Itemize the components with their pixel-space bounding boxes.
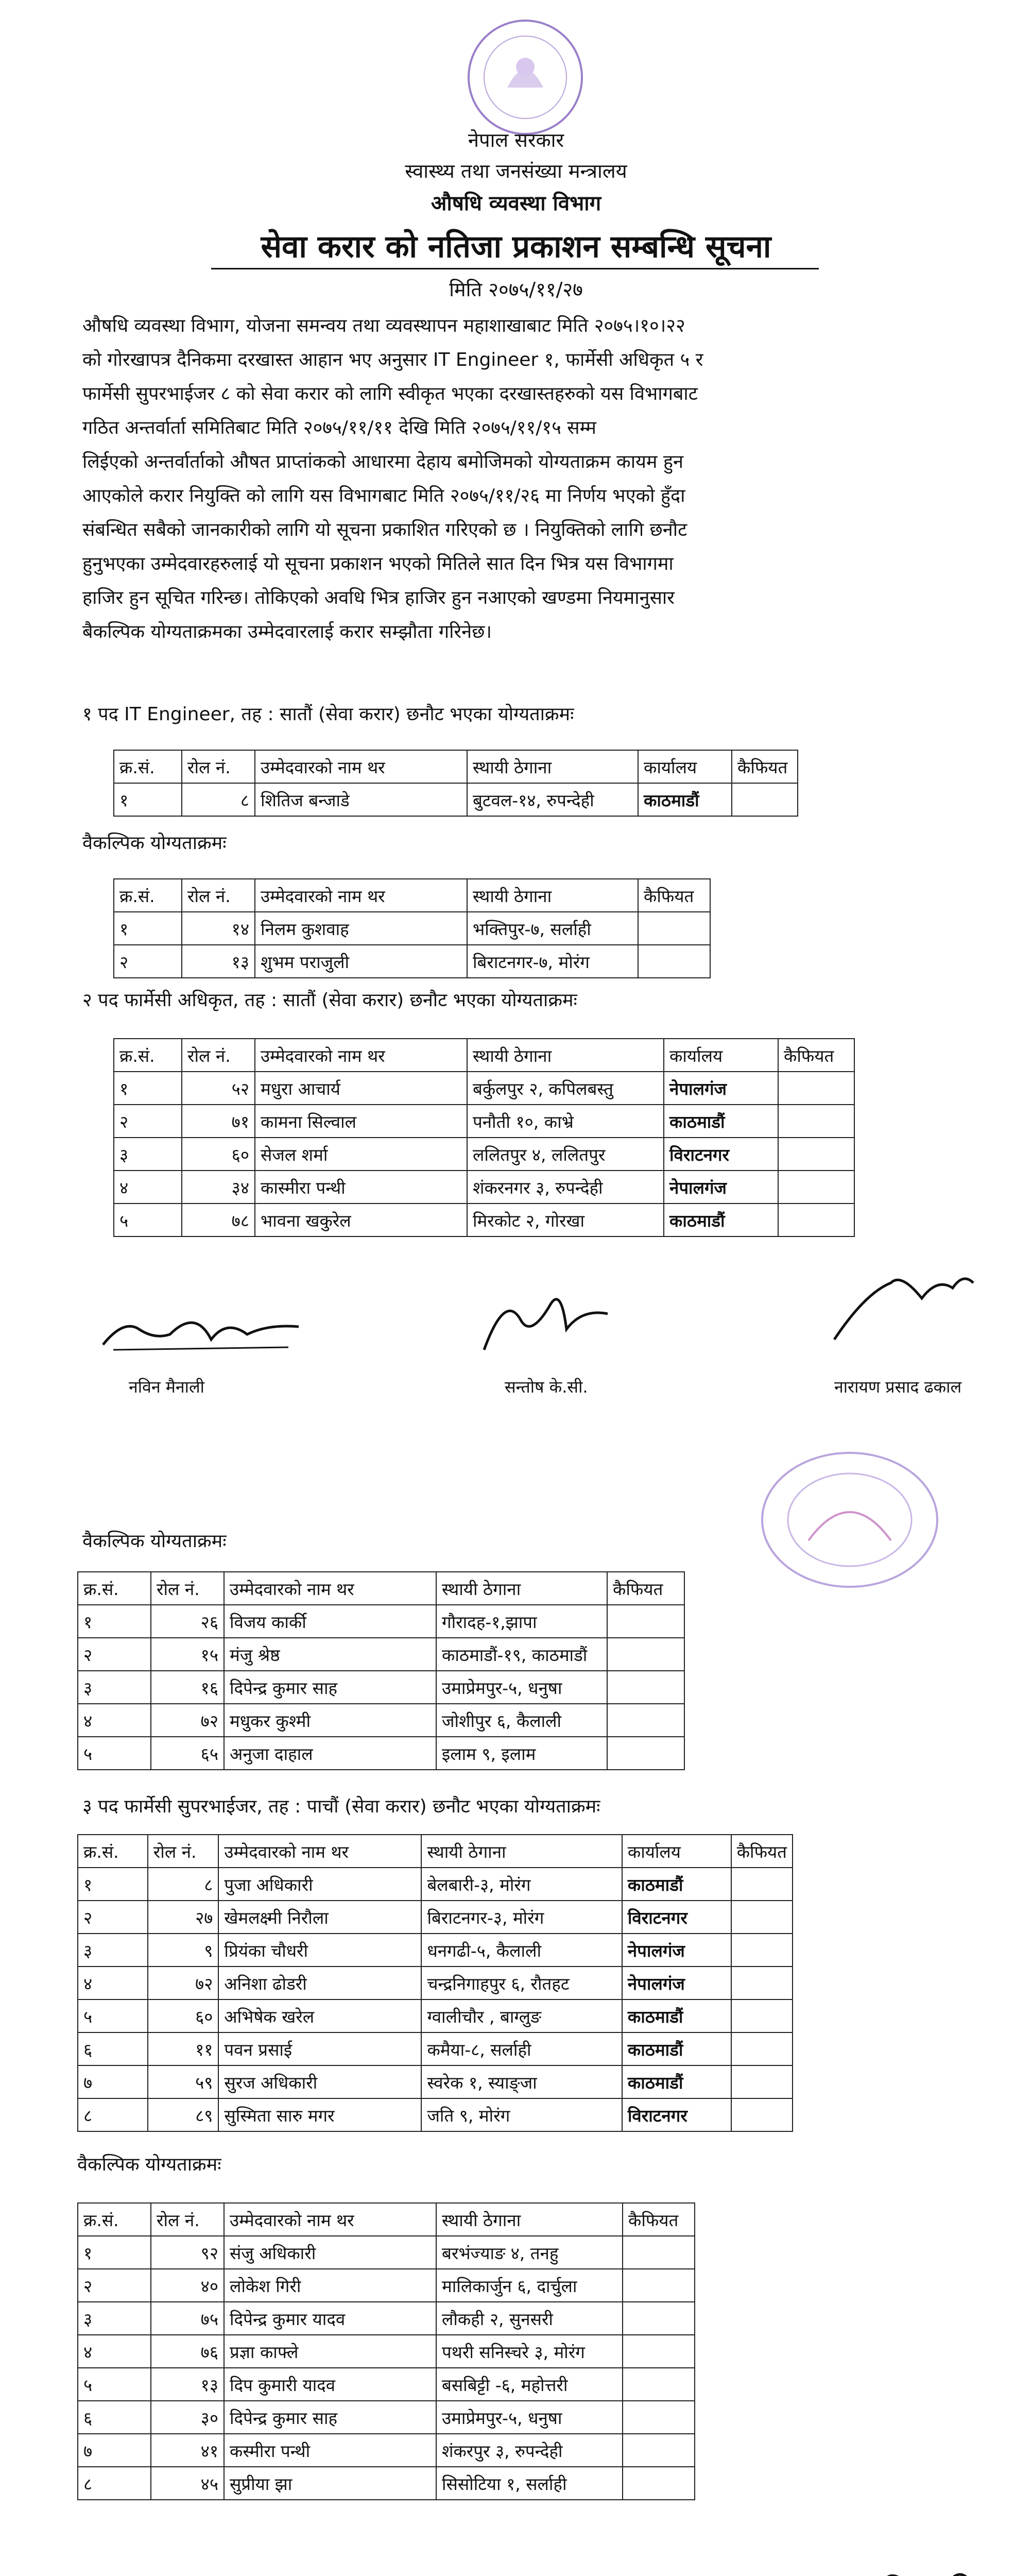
cell-roll: ७१ [182,1105,255,1138]
cell-serial: २ [78,1901,148,1934]
section3-table [77,1834,793,2132]
cell-serial: २ [114,1105,182,1138]
col-address: स्थायी ठेगाना [436,2203,623,2236]
cell-serial: ४ [114,1171,182,1204]
cell-serial: १ [78,1868,148,1901]
cell-address: कमैया-८, सर्लाही [421,2032,622,2065]
cell-address: बिराटनगर-३, मोरंग [421,1901,622,1934]
col-name: उम्मेदवारको नाम थर [224,2203,436,2236]
cell-remarks [607,1737,684,1770]
cell-address: बरभंज्याङ ४, तनहु [436,2236,623,2269]
cell-office: काठमाडौं [622,2065,731,2098]
table-row [78,2236,695,2269]
notice-body [82,309,948,649]
col-serial: क्र.सं. [78,1572,151,1605]
cell-address: धनगढी-५, कैलाली [421,1934,622,1967]
cell-address: उमाप्रेमपुर-५, धनुषा [436,2401,623,2434]
cell-remarks [778,1105,854,1138]
header-ministry: स्वास्थ्य तथा जनसंख्या मन्त्रालय [405,160,627,182]
cell-name: विजय कार्की [224,1605,436,1638]
alt2-heading: वैकल्पिक योग्यताक्रमः [82,1531,227,1552]
col-name: उम्मेदवारको नाम थर [255,1039,467,1072]
table-row [114,945,710,978]
col-name: उम्मेदवारको नाम थर [224,1572,436,1605]
table-row [114,1072,854,1105]
cell-office: नेपालगंज [664,1072,778,1105]
cell-serial: ३ [78,2302,151,2335]
title-underline [211,268,819,269]
cell-name: लोकेश गिरी [224,2269,436,2302]
cell-name: मधुरा आचार्य [255,1072,467,1105]
table-header-row [114,879,710,912]
cell-serial: ५ [78,1999,148,2032]
cell-address: उमाप्रेमपुर-५, धनुषा [436,1671,607,1704]
cell-serial: ४ [78,1967,148,1999]
cell-address: स्वरेक १, स्याङ्जा [421,2065,622,2098]
col-remarks: कैफियत [638,879,710,912]
cell-roll: ६५ [151,1737,224,1770]
table-row [78,1901,793,1934]
cell-remarks [638,912,710,945]
cell-roll: ९ [148,1934,219,1967]
cell-name: पवन प्रसाई [218,2032,421,2065]
cell-roll: ३४ [182,1171,255,1204]
cell-name: कामना सिल्वाल [255,1105,467,1138]
cell-remarks [623,2269,695,2302]
cell-office: काठमाडौं [622,2032,731,2065]
cell-serial: १ [114,783,182,816]
cell-office: काठमाडौं [664,1204,778,1236]
section1-heading: १ पद IT Engineer, तह : सातौं (सेवा करार) छनौट भएका योग्यताक्रमः [82,704,574,725]
cell-office: काठमाडौं [622,1868,731,1901]
cell-serial: ८ [78,2467,151,2500]
cell-name: संजु अधिकारी [224,2236,436,2269]
col-roll: रोल नं. [182,879,255,912]
cell-remarks [607,1638,684,1671]
cell-name: प्रज्ञा काफ्ले [224,2335,436,2368]
cell-roll: १५ [151,1638,224,1671]
col-office: कार्यालय [664,1039,778,1072]
alt1-heading: वैकल्पिक योग्यताक्रमः [82,833,227,854]
header-government: नेपाल सरकार [468,129,564,151]
cell-remarks [623,2434,695,2467]
notice-date: मिति २०७५/११/२७ [449,278,583,301]
cell-address: शंकरपुर ३, रुपन्देही [436,2434,623,2467]
body-line: को गोरखापत्र दैनिकमा दरखास्त आहान भए अनुसार IT Engineer १, फार्मेसी अधिकृत ५ र [82,349,703,370]
cell-name: मधुकर कुश्मी [224,1704,436,1737]
col-remarks: कैफियत [607,1572,684,1605]
col-address: स्थायी ठेगाना [467,1039,664,1072]
cell-name: खेमलक्ष्मी निरौला [218,1901,421,1934]
cell-name: पुजा अधिकारी [218,1868,421,1901]
cell-serial: ३ [114,1138,182,1171]
department-stamp-icon [752,1443,948,1597]
cell-roll: ७६ [151,2335,224,2368]
cell-roll: ३० [151,2401,224,2434]
cell-remarks [623,2368,695,2401]
col-serial: क्र.सं. [114,1039,182,1072]
cell-address: मिरकोट २, गोरखा [467,1204,664,1236]
government-seal-icon [458,10,592,144]
cell-remarks [607,1605,684,1638]
cell-roll: ९२ [151,2236,224,2269]
table-header-row [114,1039,854,1072]
cell-roll: ४५ [151,2467,224,2500]
cell-name: सुरज अधिकारी [218,2065,421,2098]
alt3-table [77,2202,695,2500]
table-row [78,1605,684,1638]
cell-remarks [732,783,798,816]
cell-name: अनुजा दाहाल [224,1737,436,1770]
signature-image [814,2555,978,2576]
cell-address: काठमाडौं-१९, काठमाडौं [436,1638,607,1671]
cell-remarks [731,1901,793,1934]
body-line: फार्मेसी सुपरभाईजर ८ को सेवा करार को लागि स्वीकृत भएका दरखास्तहरुको यस विभागबाट [82,383,698,404]
cell-address: भक्तिपुर-७, सर्लाही [467,912,638,945]
cell-name: दिपेन्द्र कुमार साह [224,2401,436,2434]
cell-roll: ८ [182,783,255,816]
body-line: गठित अन्तर्वार्ता समितिबाट मिति २०७५/११/११ देखि मिति २०७५/११/१५ सम्म [82,417,596,438]
body-line: हुनुभएका उम्मेदवारहरुलाई यो सूचना प्रकाशन भएको मितिले सात दिन भित्र यस विभागमा [82,553,674,574]
cell-office: विराटनगर [622,1901,731,1934]
cell-serial: ४ [78,2335,151,2368]
cell-roll: ४० [151,2269,224,2302]
col-remarks: कैफियत [731,1835,793,1868]
body-line: औषधि व्यवस्था विभाग, योजना समन्वय तथा व्यवस्थापन महाशाखाबाट मिति २०७५।१०।२२ [82,315,685,336]
cell-serial: ५ [78,2368,151,2401]
cell-remarks [778,1171,854,1204]
col-serial: क्र.सं. [78,1835,148,1868]
alt3-heading: वैकल्पिक योग्यताक्रमः [77,2154,221,2175]
cell-roll: ७२ [151,1704,224,1737]
table-row [78,1934,793,1967]
cell-address: पनौती १०, काभ्रे [467,1105,664,1138]
cell-remarks [607,1671,684,1704]
cell-roll: २७ [148,1901,219,1934]
cell-office: काठमाडौं [638,783,732,816]
cell-remarks [623,2335,695,2368]
cell-name: दिप कुमारी यादव [224,2368,436,2401]
table-row [78,2065,793,2098]
cell-roll: २६ [151,1605,224,1638]
body-line: आएकोले करार नियुक्ति को लागि यस विभागबाट मिति २०७५/११/२६ मा निर्णय भएको हुँदा [82,485,685,506]
cell-address: जोशीपुर ६, कैलाली [436,1704,607,1737]
cell-remarks [623,2236,695,2269]
cell-remarks [731,1999,793,2032]
table-row [114,783,798,816]
table-row [78,1638,684,1671]
body-line: बैकल्पिक योग्यताक्रमका उम्मेदवारलाई करार सम्झौता गरिनेछ। [82,621,492,642]
table-row [78,2032,793,2065]
cell-remarks [607,1704,684,1737]
signature-image [463,1273,628,1365]
signature-image [93,1298,309,1365]
cell-serial: ८ [78,2098,148,2131]
col-office: कार्यालय [638,750,732,783]
alt2-table [77,1571,685,1770]
table-row [114,1204,854,1236]
cell-address: बसबिट्टी -६, महोत्तरी [436,2368,623,2401]
cell-remarks [778,1072,854,1105]
cell-remarks [623,2467,695,2500]
table-header-row [78,1572,684,1605]
cell-name: प्रियंका चौधरी [218,1934,421,1967]
cell-office: काठमाडौं [622,1999,731,2032]
signature-image [819,1252,984,1355]
signatory-name: सन्तोष के.सी. [505,1377,588,1397]
body-line: हाजिर हुन सूचित गरिन्छ। तोकिएको अवधि भित्र हाजिर हुन नआएको खण्डमा नियमानुसार [82,587,675,608]
cell-serial: ६ [78,2032,148,2065]
col-serial: क्र.सं. [114,879,182,912]
col-roll: रोल नं. [182,1039,255,1072]
col-serial: क्र.सं. [78,2203,151,2236]
table-row [78,2302,695,2335]
cell-address: इलाम ९, इलाम [436,1737,607,1770]
alt1-table [113,878,711,978]
table-row [114,1138,854,1171]
cell-name: दिपेन्द्र कुमार साह [224,1671,436,1704]
cell-remarks [731,2065,793,2098]
table-row [114,1105,854,1138]
cell-address: ग्वालीचौर , बाग्लुङ [421,1999,622,2032]
cell-address: बुटवल-१४, रुपन्देही [467,783,638,816]
cell-office: विराटनगर [622,2098,731,2131]
cell-serial: २ [114,945,182,978]
cell-name: कस्मीरा पन्थी [224,2434,436,2467]
cell-name: अभिषेक खरेल [218,1999,421,2032]
cell-serial: १ [114,912,182,945]
cell-name: कास्मीरा पन्थी [255,1171,467,1204]
cell-serial: २ [78,1638,151,1671]
cell-roll: १३ [182,945,255,978]
cell-remarks [623,2401,695,2434]
body-line: लिईएको अन्तर्वार्ताको औषत प्राप्तांकको आधारमा देहाय बमोजिमको योग्यताक्रम कायम हुन [82,451,683,472]
col-address: स्थायी ठेगाना [421,1835,622,1868]
cell-address: पथरी सनिस्चरे ३, मोरंग [436,2335,623,2368]
cell-office: विराटनगर [664,1138,778,1171]
cell-roll: १४ [182,912,255,945]
cell-roll: ६० [182,1138,255,1171]
cell-serial: १ [78,1605,151,1638]
cell-address: बिराटनगर-७, मोरंग [467,945,638,978]
table-row [114,912,710,945]
cell-name: शुभम पराजुली [255,945,467,978]
col-name: उम्मेदवारको नाम थर [255,879,467,912]
cell-remarks [638,945,710,978]
col-roll: रोल नं. [151,1572,224,1605]
cell-roll: ११ [148,2032,219,2065]
cell-serial: १ [78,2236,151,2269]
cell-roll: ७८ [182,1204,255,1236]
table-header-row [114,750,798,783]
col-remarks: कैफियत [623,2203,695,2236]
cell-remarks [731,1934,793,1967]
cell-address: गौरादह-१,झापा [436,1605,607,1638]
table-row [78,2434,695,2467]
col-remarks: कैफियत [778,1039,854,1072]
cell-remarks [778,1204,854,1236]
header-department: औषधि व्यवस्था विभाग [431,192,601,215]
cell-remarks [731,1967,793,1999]
table-row [78,1967,793,1999]
cell-address: जति ९, मोरंग [421,2098,622,2131]
cell-address: बर्कुलपुर २, कपिलबस्तु [467,1072,664,1105]
cell-office: नेपालगंज [664,1171,778,1204]
cell-serial: २ [78,2269,151,2302]
cell-roll: ४१ [151,2434,224,2467]
col-roll: रोल नं. [182,750,255,783]
cell-name: भावना खकुरेल [255,1204,467,1236]
cell-name: अनिशा ढोडरी [218,1967,421,1999]
body-line: संबन्धित सबैको जानकारीको लागि यो सूचना प्रकाशित गरिएको छ । नियुक्तिको लागि छनौट [82,519,687,540]
cell-remarks [731,1868,793,1901]
table-row [78,2098,793,2131]
cell-serial: १ [114,1072,182,1105]
cell-address: लौकही २, सुनसरी [436,2302,623,2335]
section3-heading: ३ पद फार्मेसी सुपरभाईजर, तह : पाचौं (सेवा करार) छनौट भएका योग्यताक्रमः [82,1796,600,1817]
signatory-name: नारायण प्रसाद ढकाल [834,1377,962,1397]
cell-roll: ८९ [148,2098,219,2131]
col-address: स्थायी ठेगाना [467,750,638,783]
table-row [78,2401,695,2434]
cell-serial: ५ [78,1737,151,1770]
col-roll: रोल नं. [148,1835,219,1868]
table-row [78,1671,684,1704]
col-address: स्थायी ठेगाना [436,1572,607,1605]
table-row [78,2467,695,2500]
cell-serial: ३ [78,1934,148,1967]
cell-address: ललितपुर ४, ललितपुर [467,1138,664,1171]
table-row [114,1171,854,1204]
cell-roll: ५२ [182,1072,255,1105]
cell-office: नेपालगंज [622,1934,731,1967]
cell-roll: ५९ [148,2065,219,2098]
cell-remarks [778,1138,854,1171]
table-header-row [78,2203,695,2236]
cell-serial: ६ [78,2401,151,2434]
table-row [78,1704,684,1737]
cell-address: शंकरनगर ३, रुपन्देही [467,1171,664,1204]
col-address: स्थायी ठेगाना [467,879,638,912]
cell-name: निलम कुशवाह [255,912,467,945]
cell-roll: ७५ [151,2302,224,2335]
table-row [78,1868,793,1901]
cell-office: काठमाडौं [664,1105,778,1138]
cell-remarks [623,2302,695,2335]
table-row [78,1999,793,2032]
col-serial: क्र.सं. [114,750,182,783]
cell-roll: ८ [148,1868,219,1901]
signatory-name: नविन मैनाली [129,1377,204,1397]
cell-remarks [731,2098,793,2131]
cell-serial: ५ [114,1204,182,1236]
cell-remarks [731,2032,793,2065]
cell-serial: ३ [78,1671,151,1704]
table-row [78,1737,684,1770]
col-name: उम्मेदवारको नाम थर [255,750,467,783]
signature-image [371,2571,587,2576]
cell-name: मंजु श्रेष्ठ [224,1638,436,1671]
table-row [78,2368,695,2401]
cell-roll: ७२ [148,1967,219,1999]
table-header-row [78,1835,793,1868]
col-roll: रोल नं. [151,2203,224,2236]
cell-serial: ४ [78,1704,151,1737]
cell-name: सुप्रीया झा [224,2467,436,2500]
cell-name: शितिज बन्जाडे [255,783,467,816]
section1-table [113,750,798,817]
cell-name: सुस्मिता सारु मगर [218,2098,421,2131]
page-title: सेवा करार को नतिजा प्रकाशन सम्बन्धि सूचना [261,229,771,265]
section2-heading: २ पद फार्मेसी अधिकृत, तह : सातौं (सेवा करार) छनौट भएका योग्यताक्रमः [82,990,577,1011]
cell-name: सेजल शर्मा [255,1138,467,1171]
section2-table [113,1038,855,1237]
cell-serial: ७ [78,2434,151,2467]
table-row [78,2269,695,2302]
cell-roll: १६ [151,1671,224,1704]
col-office: कार्यालय [622,1835,731,1868]
col-name: उम्मेदवारको नाम थर [218,1835,421,1868]
cell-address: मालिकार्जुन ६, दार्चुला [436,2269,623,2302]
cell-office: नेपालगंज [622,1967,731,1999]
cell-address: सिसोटिया १, सर्लाही [436,2467,623,2500]
cell-address: चन्द्रनिगाहपुर ६, रौतहट [421,1967,622,1999]
cell-address: बेलबारी-३, मोरंग [421,1868,622,1901]
cell-name: दिपेन्द्र कुमार यादव [224,2302,436,2335]
cell-roll: १३ [151,2368,224,2401]
col-remarks: कैफियत [732,750,798,783]
cell-roll: ६० [148,1999,219,2032]
cell-serial: ७ [78,2065,148,2098]
table-row [78,2335,695,2368]
